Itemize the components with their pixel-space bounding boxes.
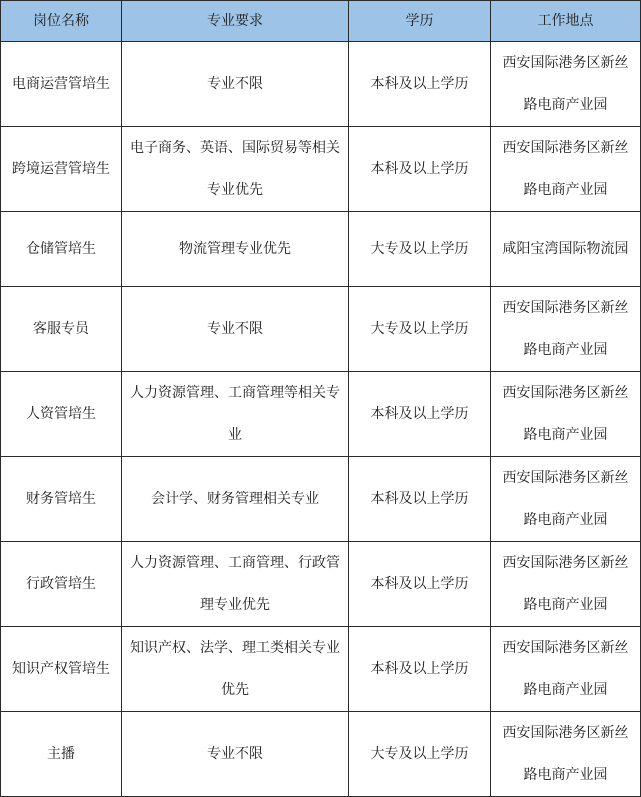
- table-row: [1, 627, 641, 712]
- table-row: [1, 542, 641, 627]
- cell-location: 西安国际港务区新丝路电商产业园: [491, 627, 641, 712]
- table-row: [1, 212, 641, 287]
- header-position: 岗位名称: [1, 1, 122, 42]
- cell-location: 西安国际港务区新丝路电商产业园: [491, 542, 641, 627]
- cell-major: 电子商务、英语、国际贸易等相关专业优先: [122, 127, 349, 212]
- table-row: [1, 287, 641, 372]
- cell-major: 人力资源管理、工商管理、行政管理专业优先: [122, 542, 349, 627]
- table-row: [1, 712, 641, 797]
- cell-major: 专业不限: [122, 42, 349, 127]
- cell-education: 大专及以上学历: [349, 212, 491, 287]
- cell-position: 知识产权管培生: [1, 627, 122, 712]
- cell-education: 本科及以上学历: [349, 542, 491, 627]
- cell-position: 仓储管培生: [1, 212, 122, 287]
- table-row: [1, 372, 641, 457]
- cell-location: 西安国际港务区新丝路电商产业园: [491, 457, 641, 542]
- cell-location: 西安国际港务区新丝路电商产业园: [491, 127, 641, 212]
- cell-position: 财务管培生: [1, 457, 122, 542]
- cell-position: 主播: [1, 712, 122, 797]
- table-row: [1, 42, 641, 127]
- cell-position: 客服专员: [1, 287, 122, 372]
- table-row: [1, 127, 641, 212]
- header-major: 专业要求: [122, 1, 349, 42]
- table-row: [1, 457, 641, 542]
- cell-major: 专业不限: [122, 712, 349, 797]
- cell-position: 行政管培生: [1, 542, 122, 627]
- cell-position: 跨境运营管培生: [1, 127, 122, 212]
- cell-position: 人资管培生: [1, 372, 122, 457]
- header-education: 学历: [349, 1, 491, 42]
- cell-major: 人力资源管理、工商管理等相关专业: [122, 372, 349, 457]
- cell-education: 本科及以上学历: [349, 127, 491, 212]
- cell-major: 物流管理专业优先: [122, 212, 349, 287]
- cell-education: 本科及以上学历: [349, 627, 491, 712]
- cell-location: 西安国际港务区新丝路电商产业园: [491, 372, 641, 457]
- cell-education: 本科及以上学历: [349, 42, 491, 127]
- cell-education: 本科及以上学历: [349, 457, 491, 542]
- cell-major: 会计学、财务管理相关专业: [122, 457, 349, 542]
- header-location: 工作地点: [491, 1, 641, 42]
- cell-major: 知识产权、法学、理工类相关专业优先: [122, 627, 349, 712]
- header-row: [1, 1, 641, 42]
- cell-education: 大专及以上学历: [349, 287, 491, 372]
- cell-location: 咸阳宝湾国际物流园: [491, 212, 641, 287]
- cell-education: 大专及以上学历: [349, 712, 491, 797]
- cell-position: 电商运营管培生: [1, 42, 122, 127]
- cell-location: 西安国际港务区新丝路电商产业园: [491, 42, 641, 127]
- cell-major: 专业不限: [122, 287, 349, 372]
- cell-location: 西安国际港务区新丝路电商产业园: [491, 712, 641, 797]
- cell-education: 本科及以上学历: [349, 372, 491, 457]
- cell-location: 西安国际港务区新丝路电商产业园: [491, 287, 641, 372]
